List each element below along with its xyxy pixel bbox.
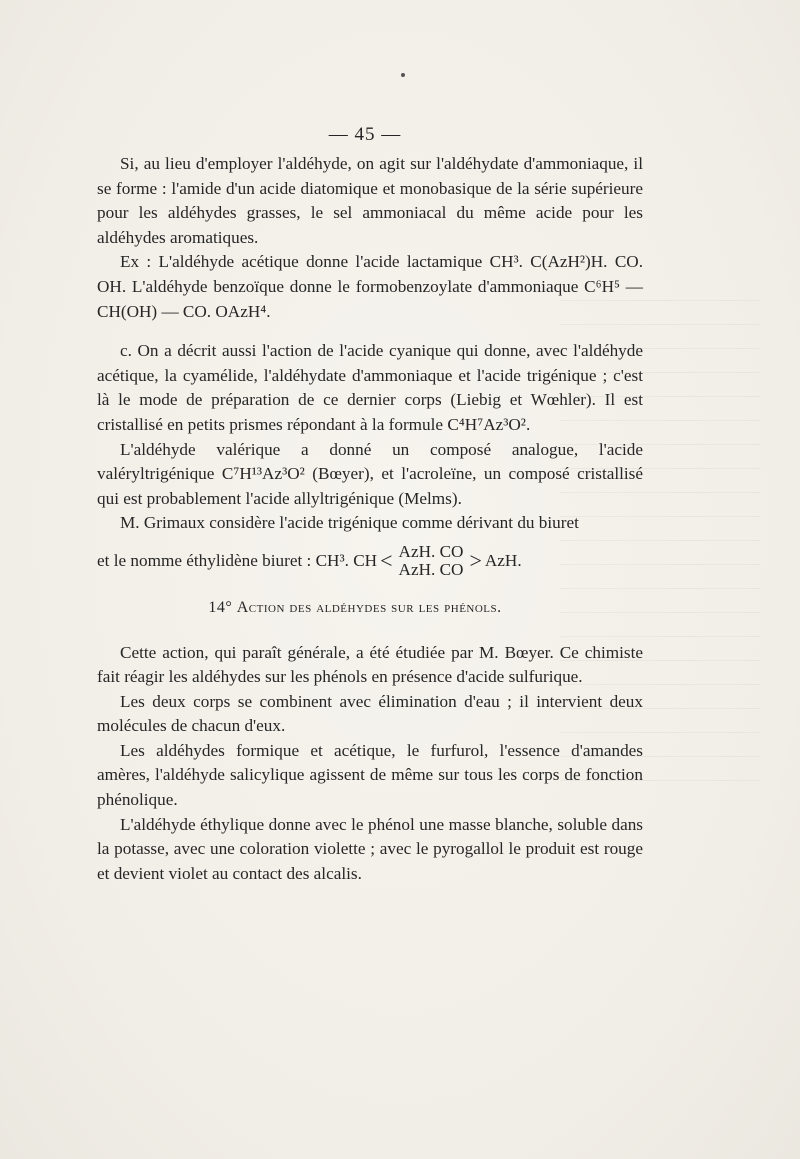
formula-tail: AzH.: [484, 550, 522, 570]
page-number: — 45 —: [328, 124, 402, 145]
formula-fraction: [399, 543, 464, 579]
paragraph-combination: Les deux corps se combinent avec élimination d'eau ; il intervient deux molécules de chacun d'eux.: [97, 691, 643, 736]
ink-speck: [401, 73, 405, 77]
formula-bottom: AzH. CO: [398, 559, 464, 579]
paragraph-phenol: L'aldéhyde éthylique donne avec le phénol une masse blanche, soluble dans la potasse, avec une coloration violette ; avec le pyrogallol le produit est rouge et devient violet au contact des alcalis.: [97, 814, 643, 883]
formula-top: AzH. CO: [398, 541, 464, 561]
section-number: 14°: [208, 598, 233, 616]
formula-close-bracket: >: [469, 547, 482, 573]
paragraph-example: Ex : L'aldéhyde acétique donne l'acide lactamique CH³. C(AzH²)H. CO. OH. L'aldéhyde benzoïque donne le formobenzoylate d'ammoniaque C⁶H⁵ — CH(OH) — CO. OAzH⁴.: [97, 252, 643, 321]
section-title: Action des aldéhydes sur les phénols.: [236, 598, 502, 616]
paragraph-aldehydes-list: Les aldéhydes formique et acétique, le furfurol, l'essence d'amandes amères, l'aldéhyde salicylique agissent de même sur tous les corps de fonction phénolique.: [97, 740, 643, 810]
paragraph-cyanic-acid: c. On a décrit aussi l'action de l'acide cyanique qui donne, avec l'aldéhyde acétique, la cyamélide, l'aldéhydate d'ammoniaque et l'acide trigénique ; c'est là le mode de préparation de ce dernier corps (Liebig et Wœhler). Il est cristallisé en petits prismes répondant à la formule C⁴H⁷Az³O².: [97, 341, 643, 434]
biuret-formula: [97, 538, 643, 584]
formula-lead: et le nomme éthylidène biuret : CH³. CH: [97, 550, 378, 570]
body-text: [97, 152, 643, 886]
section-heading: [67, 596, 643, 621]
paragraph-grimaux: M. Grimaux considère l'acide trigénique comme dérivant du biuret: [120, 513, 579, 533]
paragraph-valeric: L'aldéhyde valérique a donné un composé analogue, l'acide valéryltrigénique C⁷H¹³Az³O² (Bœyer), et l'acroleïne, un composé cristallisé qui est probablement l'acide allyltrigénique (Melms).: [97, 439, 643, 508]
paragraph-boeyer: Cette action, qui paraît générale, a été étudiée par M. Bœyer. Ce chimiste fait réagir les aldéhydes sur les phénols en présence d'acide sulfurique.: [97, 642, 643, 687]
paragraph-amide: Si, au lieu d'employer l'aldéhyde, on agit sur l'aldéhydate d'ammoniaque, il se forme : l'amide d'un acide diatomique et monobasique de la série supérieure pour les aldéhydes grasses, le sel ammoniacal du même acide pour les aldéhydes aromatiques.: [97, 154, 643, 247]
formula-open-bracket: <: [380, 547, 393, 573]
